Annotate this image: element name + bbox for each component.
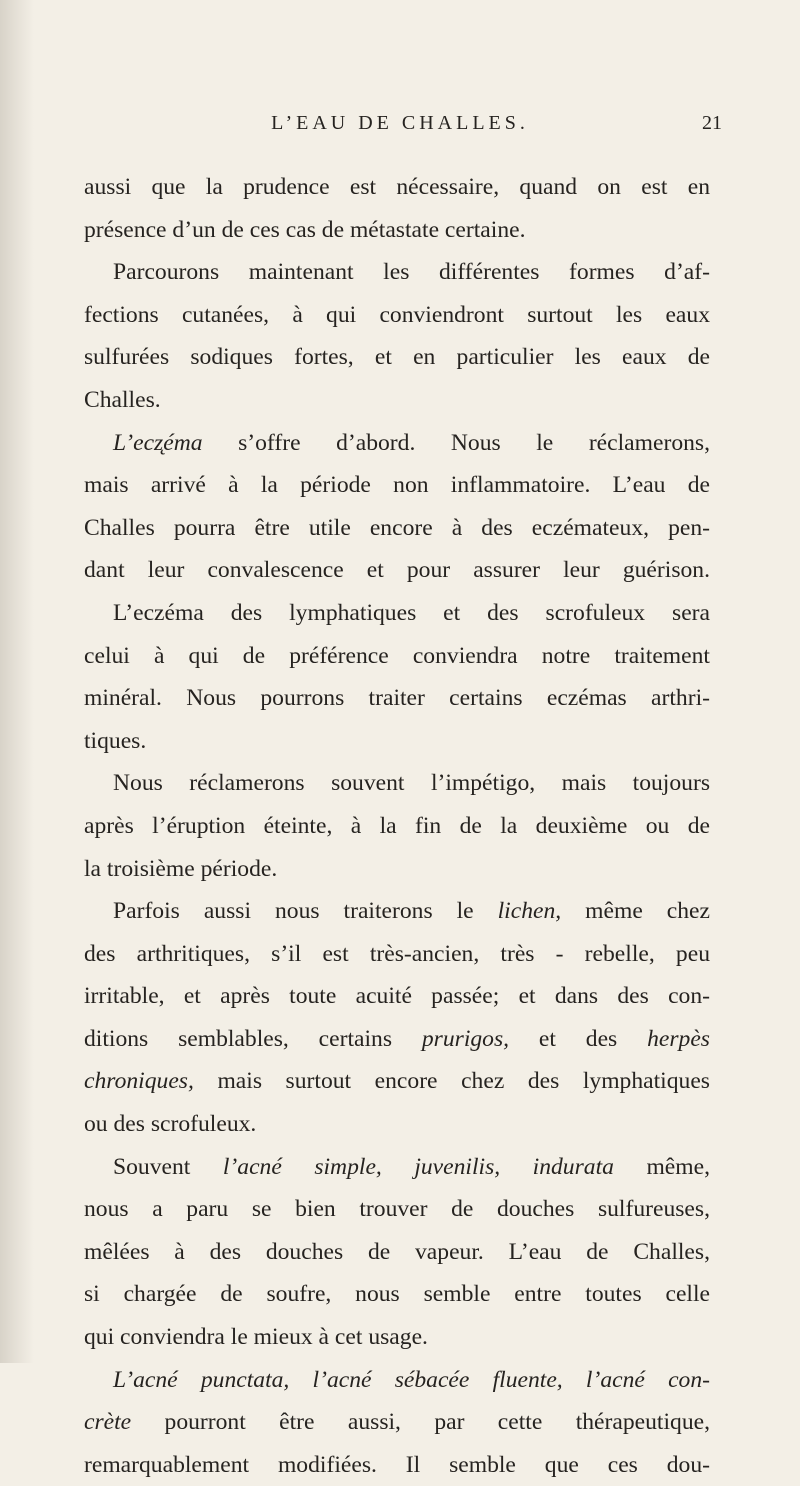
text-fragment: mais surtout encore chez des lymphatiques <box>217 1068 710 1095</box>
text-line: nous a paru se bien trouver de douches sulfureuses, <box>84 1196 710 1223</box>
text-line: ou des scrofuleux. <box>84 1111 257 1138</box>
text-line: Challes. <box>84 386 161 413</box>
italic-term: l’acné con- <box>585 1366 710 1393</box>
page-gutter-shadow <box>0 0 34 1363</box>
text-line: la troisième période. <box>84 855 278 882</box>
text-line <box>84 890 710 933</box>
text-line: celui à qui de préférence conviendra notre traitement <box>84 642 710 669</box>
italic-term: L’ecz̨éma <box>113 429 203 456</box>
text-line: fections cutanées, à qui conviendront surtout les eaux <box>84 301 710 328</box>
italic-term: l’acné sébacée fluente, <box>312 1366 563 1393</box>
running-head <box>84 106 722 140</box>
text-line: Challes pourra être utile encore à des eczémateux, pen- <box>84 514 710 541</box>
text-fragment: s’offre d’abord. Nous le réclamerons, <box>238 429 710 456</box>
text-fragment: même chez <box>585 898 710 925</box>
text-line: Nous réclamerons souvent l’impétigo, mais toujours <box>113 770 710 797</box>
text-line: aussi que la prudence est nécessaire, quand on est en <box>84 174 710 200</box>
text-fragment: même, <box>646 1153 710 1180</box>
text-line <box>84 1359 710 1402</box>
text-line: L’eczéma des lymphatiques et des scrofuleux sera <box>113 599 710 626</box>
text-line <box>84 1060 710 1103</box>
text-line: des arthritiques, s’il est très-ancien, très - rebelle, peu <box>84 940 710 967</box>
text-line: présence d’un de ces cas de métastate certaine. <box>84 216 526 243</box>
italic-term: l’acné simple, juvenilis, indurata <box>222 1153 614 1180</box>
text-line: sulfurées sodiques fortes, et en particulier les eaux de <box>84 344 710 371</box>
text-line: mais arrivé à la période non inflammatoire. L’eau de <box>84 472 710 499</box>
running-title: L’EAU DE CHALLES. <box>271 112 529 134</box>
text-line: remarquablement modifiées. Il semble que ces dou- <box>84 1451 710 1478</box>
body-text <box>84 166 710 1486</box>
text-fragment: Souvent <box>113 1153 191 1180</box>
text-line: irritable, et après toute acuité passée; et dans des con- <box>84 983 710 1010</box>
text-fragment: Parfois aussi nous traiterons le <box>113 898 474 925</box>
text-line <box>84 1018 710 1061</box>
text-line <box>84 1146 710 1189</box>
text-line: mêlées à des douches de vapeur. L’eau de Challes, <box>84 1238 710 1265</box>
page-number: 21 <box>702 112 722 134</box>
text-line <box>84 422 710 465</box>
italic-term: herpès <box>647 1025 710 1052</box>
text-fragment: ditions semblables, certains <box>84 1025 393 1052</box>
italic-term: crète <box>84 1409 132 1436</box>
text-line: minéral. Nous pourrons traiter certains eczémas arthri- <box>84 685 710 712</box>
text-line: tiques. <box>84 727 147 754</box>
text-line <box>84 1401 710 1444</box>
text-line: Parcourons maintenant les différentes formes d’af- <box>113 259 710 286</box>
text-fragment: et des <box>538 1025 618 1052</box>
italic-term: lichen, <box>497 898 562 925</box>
text-line: après l’éruption éteinte, à la fin de la deuxième ou de <box>84 812 710 839</box>
text-fragment: pourront être aussi, par cette thérapeutique, <box>164 1409 710 1436</box>
italic-term: prurigos, <box>421 1025 510 1052</box>
italic-term: L’acné punctata, <box>113 1366 290 1393</box>
text-line: qui conviendra le mieux à cet usage. <box>84 1324 428 1351</box>
text-line: dant leur convalescence et pour assurer leur guérison. <box>84 557 710 584</box>
italic-term: chroniques, <box>84 1068 194 1095</box>
text-line: si chargée de soufre, nous semble entre toutes celle <box>84 1281 710 1308</box>
